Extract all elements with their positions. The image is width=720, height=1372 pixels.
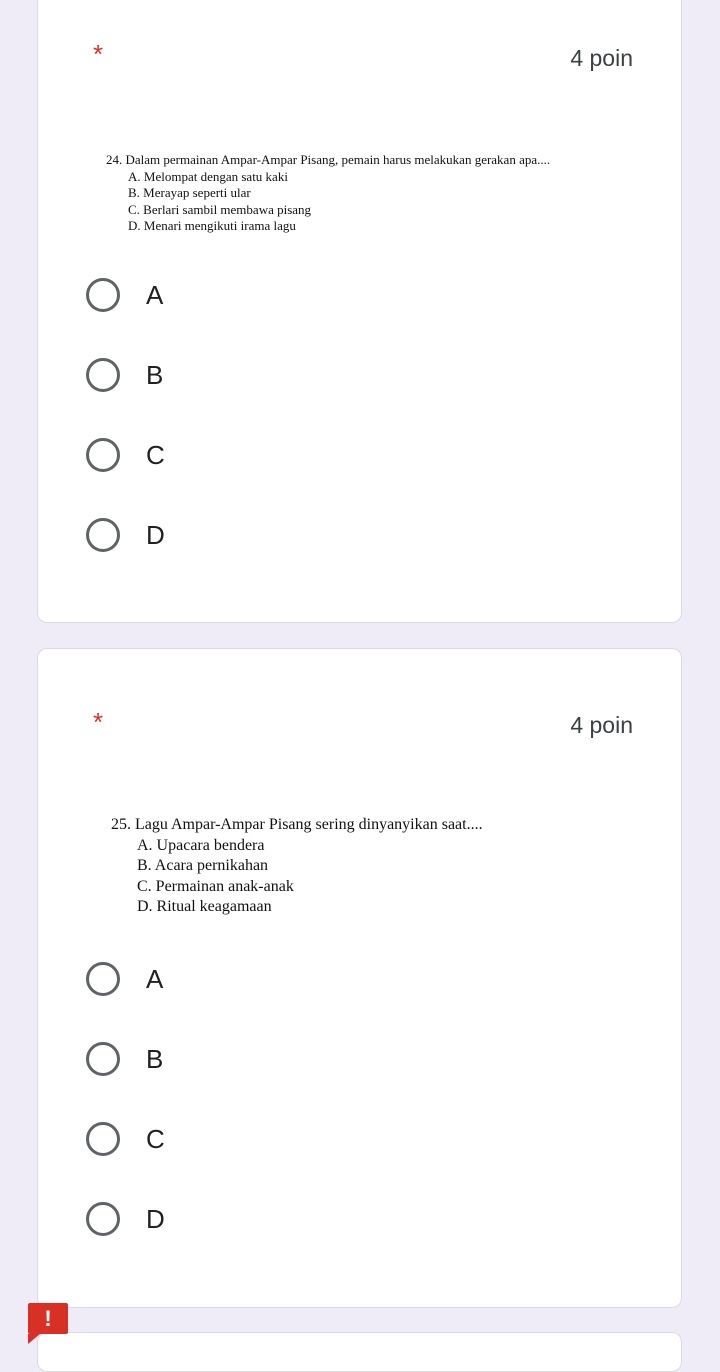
- option-label: A: [146, 963, 164, 994]
- choice-text-c: C. Berlari sambil membawa pisang: [128, 201, 312, 217]
- option-label: B: [146, 359, 164, 390]
- option-label: B: [146, 1043, 164, 1074]
- error-badge-icon: !: [28, 1303, 68, 1334]
- option-label: C: [146, 439, 165, 470]
- radio-option-c[interactable]: [86, 1117, 165, 1161]
- question-text: 24. Dalam permainan Ampar-Ampar Pisang, pemain harus melakukan gerakan apa....: [106, 152, 551, 167]
- option-label: D: [146, 1203, 165, 1234]
- radio-circle-icon[interactable]: [86, 278, 120, 312]
- radio-option-a[interactable]: [86, 957, 163, 1001]
- points-label: 4 poin: [570, 712, 633, 738]
- radio-option-c[interactable]: [86, 433, 165, 477]
- choice-text-d: D. Ritual keagamaan: [137, 898, 272, 915]
- option-label: A: [146, 279, 164, 310]
- choice-text-d: D. Menari mengikuti irama lagu: [128, 218, 296, 233]
- required-asterisk: *: [93, 707, 104, 737]
- choice-text-a: A. Upacara bendera: [137, 836, 265, 854]
- question-card-24: [37, 0, 682, 623]
- radio-circle-icon[interactable]: [86, 518, 120, 552]
- question-image-text: [106, 152, 550, 235]
- radio-circle-icon[interactable]: [86, 1042, 120, 1076]
- question-card-25: [37, 648, 682, 1308]
- question-image-text: [111, 815, 483, 918]
- radio-circle-icon[interactable]: [86, 438, 120, 472]
- option-label: D: [146, 519, 165, 550]
- radio-circle-icon[interactable]: [86, 1122, 120, 1156]
- points-label: 4 poin: [570, 45, 633, 71]
- question-card-next: [37, 1332, 682, 1372]
- required-asterisk: *: [93, 39, 104, 69]
- radio-option-b[interactable]: [86, 353, 163, 397]
- choice-text-c: C. Permainan anak-anak: [137, 877, 294, 895]
- choice-text-a: A. Melompat dengan satu kaki: [128, 168, 288, 184]
- radio-option-d[interactable]: [86, 513, 165, 557]
- choice-text-b: B. Merayap seperti ular: [128, 185, 251, 200]
- radio-option-b[interactable]: [86, 1037, 163, 1081]
- radio-option-a[interactable]: [86, 273, 163, 317]
- radio-option-d[interactable]: [86, 1197, 165, 1241]
- option-label: C: [146, 1123, 165, 1154]
- radio-circle-icon[interactable]: [86, 962, 120, 996]
- radio-circle-icon[interactable]: [86, 1202, 120, 1236]
- choice-text-b: B. Acara pernikahan: [137, 857, 269, 874]
- radio-circle-icon[interactable]: [86, 358, 120, 392]
- question-text: 25. Lagu Ampar-Ampar Pisang sering dinyanyikan saat....: [111, 816, 483, 833]
